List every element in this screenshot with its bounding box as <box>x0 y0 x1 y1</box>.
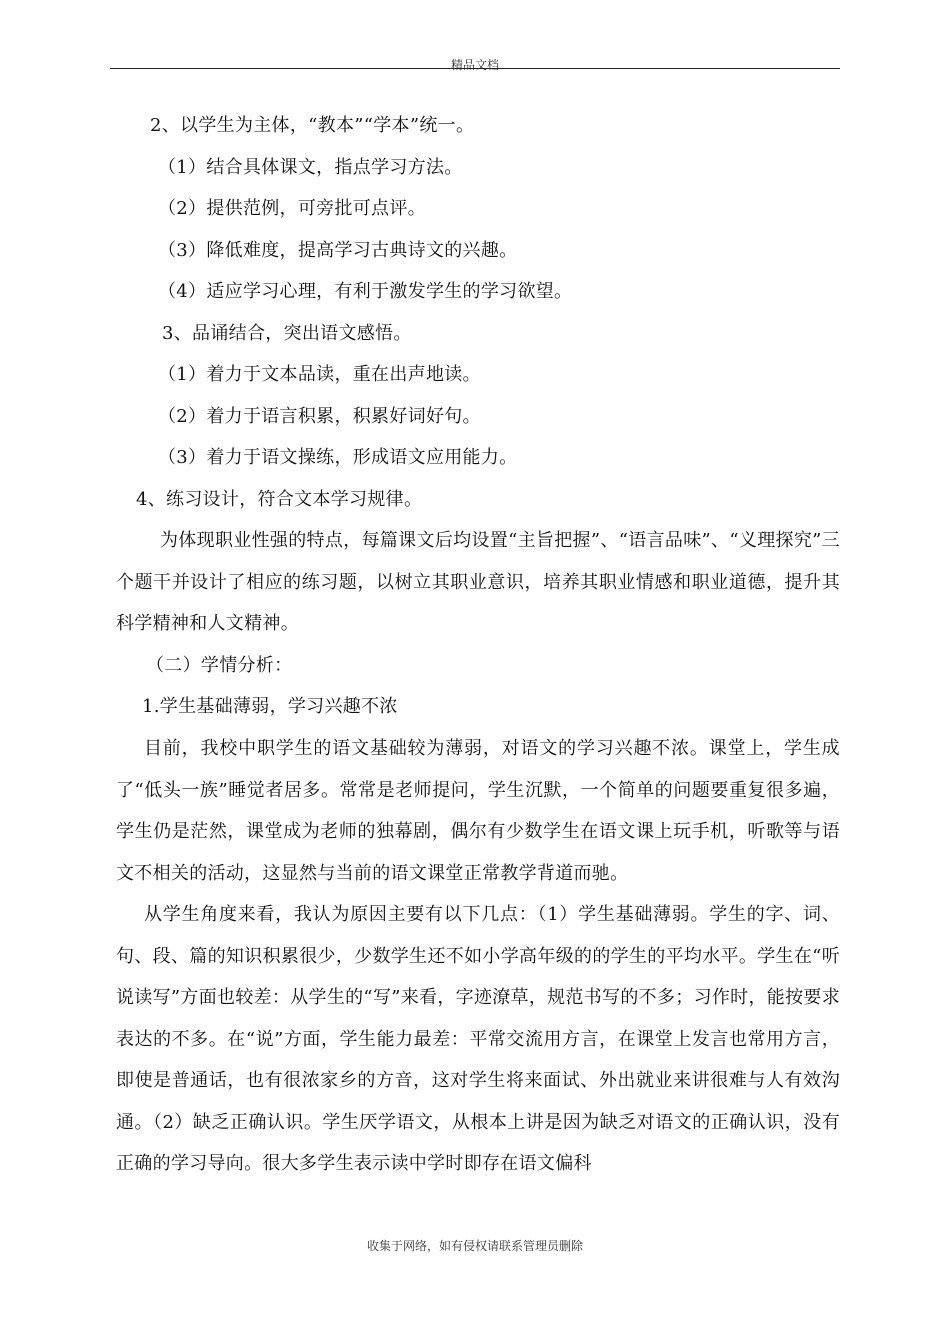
section-heading: （二）学情分析： <box>146 655 293 676</box>
paragraph-exercise-design: 为体现职业性强的特点，每篇课文后均设置“主旨把握”、“语言品味”、“义理探究”三个题干并设计了相应的练习题，以树立其职业意识，培养其职业情感和职业道德，提升其科学精神和人文精神。 <box>116 530 840 634</box>
list-item: （4）适应学习心理，有利于激发学生的学习欲望。 <box>158 281 573 302</box>
page-header: 精品文档 <box>450 58 499 72</box>
paragraph-causes: 从学生角度来看，我认为原因主要有以下几点：（1）学生基础薄弱。学生的字、词、句、段、篇的知识积累很少，少数学生还不如小学高年级的的学生的平均水平。学生在“听说读写”方面也较差：从学生的“写”来看，字迹潦草，规范书写的不多；习作时，能按要求表达的不多。在“说”方面，学生能力最差：平常交流用方言，在课堂上发言也常用方言，即使是普通话，也有很浓家乡的方音，这对学生将来面试、外出就业来讲很难与人有效沟通。（2）缺乏正确认识。学生厌学语文，从根本上讲是因为缺乏对语文的正确认识，没有正确的学习导向。很大多学生表示读中学时即存在语文偏科 <box>116 904 840 1174</box>
heading-2: 2、以学生为主体，“教本”“学本”统一。 <box>150 115 475 136</box>
list-item: （3）降低难度，提高学习古典诗文的兴趣。 <box>158 240 518 261</box>
header-rule <box>110 68 840 69</box>
heading-4: 4、练习设计，符合文本学习规律。 <box>136 489 423 510</box>
list-item: （1）着力于文本品读，重在出声地读。 <box>158 364 481 385</box>
paragraph-current-situation: 目前，我校中职学生的语文基础较为薄弱，对语文的学习兴趣不浓。课堂上，学生成了“低头一族”睡觉者居多。常常是老师提问，学生沉默，一个简单的问题要重复很多遍，学生仍是茫然，课堂成为老师的独幕剧，偶尔有少数学生在语文课上玩手机，听歌等与语文不相关的活动，这显然与当前的语文课堂正常教学背道而驰。 <box>116 738 840 884</box>
page-footer: 收集于网络，如有侵权请联系管理员删除 <box>366 1239 583 1253</box>
list-item: （3）着力于语文操练，形成语文应用能力。 <box>158 447 518 468</box>
subheading: 1.学生基础薄弱，学习兴趣不浓 <box>142 696 398 717</box>
list-item: （2）提供范例，可旁批可点评。 <box>158 198 426 219</box>
list-item: （1）结合具体课文，指点学习方法。 <box>158 157 463 178</box>
list-item: （2）着力于语言积累，积累好词好句。 <box>158 406 481 427</box>
heading-3: 3、品诵结合，突出语文感悟。 <box>162 323 412 344</box>
